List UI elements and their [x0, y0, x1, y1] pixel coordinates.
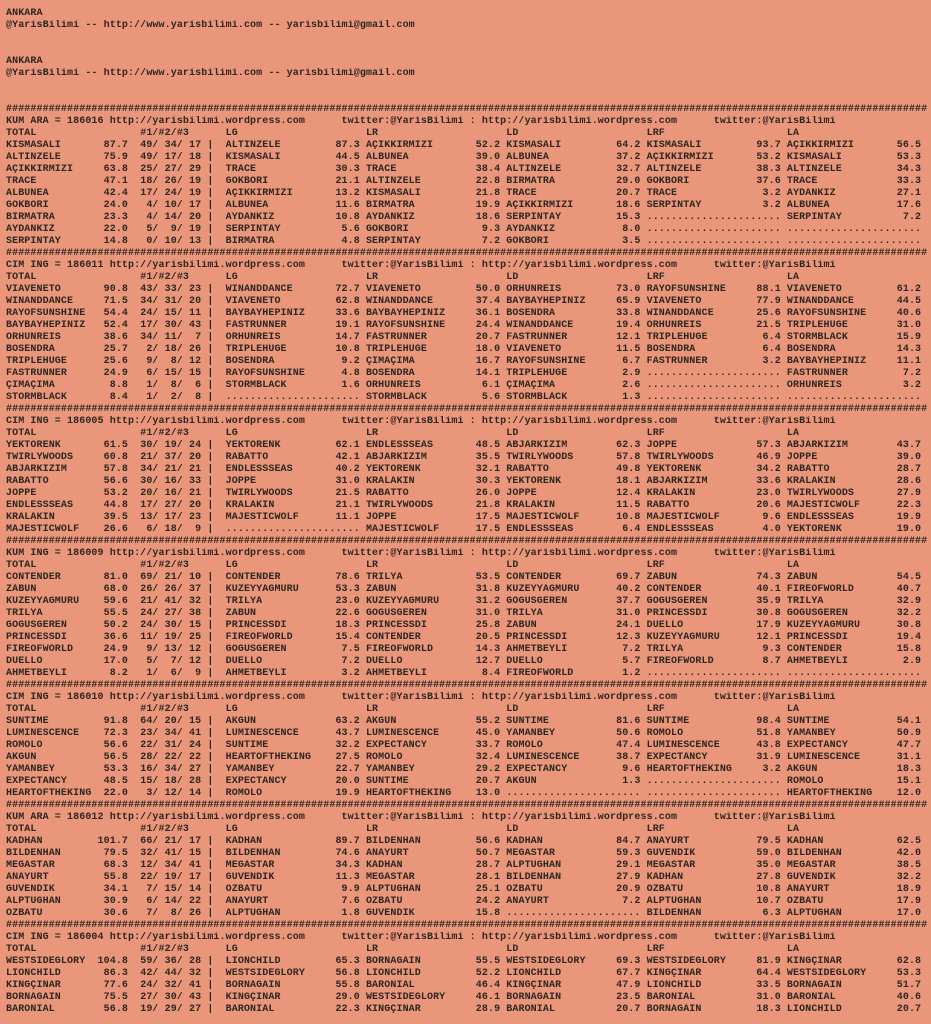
- column-header-row: TOTAL #1/#2/#3 LG LR LD LRF LA: [6, 272, 800, 283]
- venue-line: ANKARA: [6, 56, 43, 67]
- column-header-row: TOTAL #1/#2/#3 LG LR LD LRF LA: [6, 944, 800, 955]
- table-row: TRIPLEHUGE 25.6 9/ 8/ 12 | BOSENDRA 9.2 ÇIMAÇIMA 16.7 RAYOFSUNSHINE 6.7 FASTRUNNER 3.2 BAYBAYHEPINIZ 11.1: [6, 356, 922, 367]
- race-section: [6, 104, 931, 248]
- race-section: [6, 920, 931, 1016]
- table-row: KISMASALI 87.7 49/ 34/ 17 | ALTINZELE 87.3 AÇIKKIRMIZI 52.2 KISMASALI 64.2 KISMASALI 93.7 AÇIKKIRMIZI 56.5: [6, 140, 922, 151]
- blank-line: [6, 92, 931, 104]
- table-row: ANAYURT 55.8 22/ 19/ 17 | GÜVENDIK 11.3 MEGASTAR 28.1 BILDENHAN 27.9 KADHAN 27.8 GÜVENDIK 32.2: [6, 872, 922, 883]
- hash-divider: #######################################################################################################################################################: [6, 104, 928, 115]
- table-row: FASTRUNNER 24.9 6/ 15/ 15 | RAYOFSUNSHINE 4.8 BOSENDRA 14.1 TRIPLEHUGE 2.9 ...................... FASTRUNNER 7.2: [6, 368, 922, 379]
- table-row: BARONIAL 56.8 19/ 29/ 27 | BARONIAL 22.3 KINGÇINAR 28.9 BARONIAL 20.7 BORNAGAIN 18.3 LIONCHILD 20.7: [6, 1004, 922, 1015]
- byline: @YarisBilimi -- http://www.yarisbilimi.com -- yarisbilimi@gmail.com: [6, 68, 415, 79]
- table-row: FIREOFWORLD 24.9 9/ 13/ 12 | GÖGÜSGEREN 7.5 FIREOFWORLD 14.3 AHMETBEYLI 7.2 TRILYA 9.3 CONTENDER 15.8: [6, 644, 922, 655]
- race-sections: [6, 104, 931, 1016]
- race-section: [6, 248, 931, 404]
- column-header-row: TOTAL #1/#2/#3 LG LR LD LRF LA: [6, 704, 800, 715]
- table-row: ALPTUGHAN 30.9 6/ 14/ 22 | ANAYURT 7.6 ÖZBATU 24.2 ANAYURT 7.2 ALPTUGHAN 10.7 ÖZBATU 17.9: [6, 896, 922, 907]
- table-row: YAMANBEY 53.3 16/ 34/ 27 | YAMANBEY 22.7 YAMANBEY 29.2 EXPECTANCY 9.6 HEARTOFTHEKING 3.2 AKGÜN 18.3: [6, 764, 922, 775]
- table-row: SUNTIME 91.8 64/ 20/ 15 | AKGÜN 63.2 AKGÜN 55.2 SUNTIME 81.6 SUNTIME 98.4 SUNTIME 54.1: [6, 716, 922, 727]
- table-row: BILDENHAN 79.5 32/ 41/ 15 | BILDENHAN 74.6 ANAYURT 50.7 MEGASTAR 59.3 GÜVENDIK 59.0 BILDENHAN 42.0: [6, 848, 922, 859]
- section-title: CIM ING = 186011 http://yarisbilimi.wordpress.com twitter:@YarisBilimi : http://yarisbilimi.wordpress.com twitter:@YarisBilimi: [6, 260, 836, 271]
- table-row: GÖKBÖRI 24.0 4/ 10/ 17 | ALBUNEA 11.6 BIRMATRA 19.9 AÇIKKIRMIZI 18.6 SERPINTAY 3.2 ALBUNEA 17.6: [6, 200, 922, 211]
- table-row: TRACE 47.1 18/ 26/ 19 | GÖKBÖRI 21.1 ALTINZELE 22.8 BIRMATRA 29.0 GÖKBÖRI 37.6 TRACE 33.3: [6, 176, 922, 187]
- table-row: RABATTO 56.6 30/ 16/ 33 | JOPPE 31.0 KRALAKIN 30.3 YEKTORENK 18.1 ABJARKIZIM 33.6 KRALAKIN 28.6: [6, 476, 922, 487]
- table-row: RAYOFSUNSHINE 54.4 24/ 15/ 11 | BAYBAYHEPINIZ 33.6 BAYBAYHEPINIZ 36.1 BOSENDRA 33.8 WINANDDANCE 25.6 RAYOFSUNSHINE 40.6: [6, 308, 922, 319]
- blank-line: [6, 32, 931, 44]
- table-row: AÇIKKIRMIZI 63.8 25/ 27/ 29 | TRACE 30.3 TRACE 38.4 ALTINZELE 32.7 ALTINZELE 38.3 ALTINZELE 34.3: [6, 164, 922, 175]
- table-row: PRINCESSDI 36.6 11/ 19/ 25 | FIREOFWORLD 15.4 CONTENDER 20.5 PRINCESSDI 12.3 KUZEYYAGMURU 12.1 PRINCESSDI 19.4: [6, 632, 922, 643]
- table-row: LIONCHILD 86.3 42/ 44/ 32 | WESTSIDEGLORY 56.8 LIONCHILD 52.2 LIONCHILD 67.7 KINGÇINAR 64.4 WESTSIDEGLORY 53.3: [6, 968, 922, 979]
- terminal-output: [6, 8, 931, 1016]
- table-row: ALTINZELE 75.9 49/ 17/ 18 | KISMASALI 44.5 ALBUNEA 39.0 ALBUNEA 37.2 AÇIKKIRMIZI 53.2 KISMASALI 53.3: [6, 152, 922, 163]
- table-row: ZABUN 68.0 26/ 26/ 37 | KUZEYYAGMURU 53.3 ZABUN 31.8 KUZEYYAGMURU 40.2 CONTENDER 40.1 FIREOFWORLD 40.7: [6, 584, 922, 595]
- table-row: WESTSIDEGLORY 104.8 59/ 36/ 28 | LIONCHILD 65.3 BORNAGAIN 55.5 WESTSIDEGLORY 69.3 WESTSIDEGLORY 81.9 KINGÇINAR 62.8: [6, 956, 922, 967]
- table-row: ÇIMAÇIMA 8.8 1/ 8/ 6 | STORMBLACK 1.6 ORHUNREIS 6.1 ÇIMAÇIMA 2.6 ...................... ORHUNREIS 3.2: [6, 380, 922, 391]
- table-row: ROMOLO 56.6 22/ 31/ 24 | SUNTIME 32.2 EXPECTANCY 33.7 ROMOLO 47.4 LUMINESCENCE 43.8 EXPECTANCY 47.7: [6, 740, 922, 751]
- hash-divider: #######################################################################################################################################################: [6, 680, 928, 691]
- table-row: BAYBAYHEPINIZ 52.4 17/ 30/ 43 | FASTRUNNER 19.1 RAYOFSUNSHINE 24.4 WINANDDANCE 19.4 ORHUNREIS 21.5 TRIPLEHUGE 31.0: [6, 320, 922, 331]
- table-row: KRALAKIN 39.5 13/ 17/ 23 | MAJESTICWOLF 11.1 JOPPE 17.5 MAJESTICWOLF 10.8 MAJESTICWOLF 9.6 ENDLESSSEAS 19.9: [6, 512, 922, 523]
- race-section: [6, 680, 931, 800]
- column-header-row: TOTAL #1/#2/#3 LG LR LD LRF LA: [6, 560, 800, 571]
- section-title: CIM ING = 186010 http://yarisbilimi.wordpress.com twitter:@YarisBilimi : http://yarisbilimi.wordpress.com twitter:@YarisBilimi: [6, 692, 836, 703]
- table-row: ALBUNEA 42.4 17/ 24/ 19 | AÇIKKIRMIZI 13.2 KISMASALI 21.8 TRACE 20.7 TRACE 3.2 AYDANKIZ 27.1: [6, 188, 922, 199]
- race-section: [6, 536, 931, 680]
- blank-line: [6, 44, 931, 56]
- column-header-row: TOTAL #1/#2/#3 LG LR LD LRF LA: [6, 824, 800, 835]
- table-row: GÖGÜSGEREN 50.2 24/ 30/ 15 | PRINCESSDI 18.3 PRINCESSDI 25.8 ZABUN 24.1 DUELLO 17.9 KUZEYYAGMURU 30.8: [6, 620, 922, 631]
- hash-divider: #######################################################################################################################################################: [6, 536, 928, 547]
- byline: @YarisBilimi -- http://www.yarisbilimi.com -- yarisbilimi@gmail.com: [6, 20, 415, 31]
- table-row: MAJESTICWOLF 26.6 6/ 18/ 9 | ...................... MAJESTICWOLF 17.5 ENDLESSSEAS 6.4 ENDLESSSEAS 4.0 YEKTORENK 19.0: [6, 524, 922, 535]
- table-row: MEGASTAR 68.3 12/ 34/ 41 | MEGASTAR 34.3 KADHAN 28.7 ALPTUGHAN 29.1 MEGASTAR 35.0 MEGASTAR 38.5: [6, 860, 922, 871]
- table-row: ENDLESSSEAS 44.8 17/ 27/ 20 | KRALAKIN 21.1 TWIRLYWOODS 21.8 KRALAKIN 11.5 RABATTO 20.6 MAJESTICWOLF 22.3: [6, 500, 922, 511]
- table-row: AYDANKIZ 22.0 5/ 9/ 19 | SERPINTAY 5.6 GÖKBÖRI 9.3 AYDANKIZ 8.0 ...................... ......................: [6, 224, 922, 235]
- section-title: KUM ARA = 186012 http://yarisbilimi.wordpress.com twitter:@YarisBilimi : http://yarisbilimi.wordpress.com twitter:@YarisBilimi: [6, 812, 836, 823]
- table-row: ABJARKIZIM 57.8 34/ 21/ 21 | ENDLESSSEAS 40.2 YEKTORENK 32.1 RABATTO 49.8 YEKTORENK 34.2 RABATTO 28.7: [6, 464, 922, 475]
- table-row: BIRMATRA 23.3 4/ 14/ 20 | AYDANKIZ 10.8 AYDANKIZ 18.6 SERPINTAY 15.3 ...................... SERPINTAY 7.2: [6, 212, 922, 223]
- column-header-row: TOTAL #1/#2/#3 LG LR LD LRF LA: [6, 128, 800, 139]
- table-row: LUMINESCENCE 72.3 23/ 34/ 41 | LUMINESCENCE 43.7 LUMINESCENCE 45.0 YAMANBEY 50.6 ROMOLO 51.8 YAMANBEY 50.9: [6, 728, 922, 739]
- page-header: [6, 8, 931, 104]
- table-row: AKGÜN 56.5 28/ 22/ 22 | HEARTOFTHEKING 27.5 ROMOLO 32.4 LUMINESCENCE 38.7 EXPECTANCY 31.9 LUMINESCENCE 31.1: [6, 752, 922, 763]
- table-row: WINANDDANCE 71.5 34/ 31/ 20 | VIAVENETO 62.8 WINANDDANCE 37.4 BAYBAYHEPINIZ 65.9 VIAVENETO 77.9 WINANDDANCE 44.5: [6, 296, 922, 307]
- hash-divider: #######################################################################################################################################################: [6, 920, 928, 931]
- table-row: CONTENDER 81.0 69/ 21/ 10 | CONTENDER 78.6 TRILYA 53.5 CONTENDER 69.7 ZABUN 74.3 ZABUN 54.5: [6, 572, 922, 583]
- table-row: ORHUNREIS 38.6 34/ 11/ 7 | ORHUNREIS 14.7 FASTRUNNER 20.7 FASTRUNNER 12.1 TRIPLEHUGE 6.4 STORMBLACK 15.9: [6, 332, 922, 343]
- hash-divider: #######################################################################################################################################################: [6, 404, 928, 415]
- section-title: CIM ING = 186004 http://yarisbilimi.wordpress.com twitter:@YarisBilimi : http://yarisbilimi.wordpress.com twitter:@YarisBilimi: [6, 932, 836, 943]
- table-row: TRILYA 55.5 24/ 27/ 38 | ZABUN 22.6 GÖGÜSGEREN 31.0 TRILYA 31.0 PRINCESSDI 30.8 GÖGÜSGEREN 32.2: [6, 608, 922, 619]
- table-row: KUZEYYAGMURU 59.6 21/ 41/ 32 | TRILYA 23.0 KUZEYYAGMURU 31.2 GÖGÜSGEREN 37.7 GÖGÜSGEREN 35.9 TRILYA 32.9: [6, 596, 922, 607]
- section-title: CIM ING = 186005 http://yarisbilimi.wordpress.com twitter:@YarisBilimi : http://yarisbilimi.wordpress.com twitter:@YarisBilimi: [6, 416, 836, 427]
- table-row: HEARTOFTHEKING 22.0 3/ 12/ 14 | ROMOLO 19.9 HEARTOFTHEKING 13.0 ...................... ...................... HEARTOFTHEKING 12.0: [6, 788, 922, 799]
- table-row: KADHAN 101.7 66/ 21/ 17 | KADHAN 89.7 BILDENHAN 56.6 KADHAN 84.7 ANAYURT 79.5 KADHAN 62.5: [6, 836, 922, 847]
- section-title: KUM ARA = 186016 http://yarisbilimi.wordpress.com twitter:@YarisBilimi : http://yarisbilimi.wordpress.com twitter:@YarisBilimi: [6, 116, 836, 127]
- table-row: BOSENDRA 25.7 2/ 18/ 26 | TRIPLEHUGE 10.8 TRIPLEHUGE 18.0 VIAVENETO 11.5 BOSENDRA 6.4 BOSENDRA 14.3: [6, 344, 922, 355]
- table-row: GÜVENDIK 34.1 7/ 15/ 14 | ÖZBATU 9.9 ALPTUGHAN 25.1 ÖZBATU 20.9 ÖZBATU 10.8 ANAYURT 18.9: [6, 884, 922, 895]
- race-section: [6, 404, 931, 536]
- race-section: [6, 800, 931, 920]
- table-row: TWIRLYWOODS 60.8 21/ 37/ 20 | RABATTO 42.1 ABJARKIZIM 35.5 TWIRLYWOODS 57.8 TWIRLYWOODS 46.9 JOPPE 39.0: [6, 452, 922, 463]
- table-row: AHMETBEYLI 8.2 1/ 6/ 9 | AHMETBEYLI 3.2 AHMETBEYLI 8.4 FIREOFWORLD 1.2 ...................... ......................: [6, 668, 922, 679]
- table-row: KINGÇINAR 77.6 24/ 32/ 41 | BORNAGAIN 55.8 BARONIAL 46.4 KINGÇINAR 47.9 LIONCHILD 33.5 BORNAGAIN 51.7: [6, 980, 922, 991]
- table-row: EXPECTANCY 48.5 15/ 18/ 28 | EXPECTANCY 20.0 SUNTIME 20.7 AKGÜN 1.3 ...................... ROMOLO 15.1: [6, 776, 922, 787]
- hash-divider: #######################################################################################################################################################: [6, 248, 928, 259]
- table-row: ÖZBATU 30.6 7/ 8/ 26 | ALPTUGHAN 1.8 GÜVENDIK 15.8 ...................... BILDENHAN 6.3 ALPTUGHAN 17.0: [6, 908, 922, 919]
- table-row: JOPPE 53.2 20/ 16/ 21 | TWIRLYWOODS 21.5 RABATTO 26.0 JOPPE 12.4 KRALAKIN 23.0 TWIRLYWOODS 27.9: [6, 488, 922, 499]
- blank-line: [6, 80, 931, 92]
- table-row: SERPINTAY 14.8 0/ 10/ 13 | BIRMATRA 4.8 SERPINTAY 7.2 GÖKBÖRI 3.5 ...................... ......................: [6, 236, 922, 247]
- table-row: DUELLO 17.0 5/ 7/ 12 | DUELLO 7.2 DUELLO 12.7 DUELLO 5.7 FIREOFWORLD 8.7 AHMETBEYLI 2.9: [6, 656, 922, 667]
- table-row: VIAVENETO 90.8 43/ 33/ 23 | WINANDDANCE 72.7 VIAVENETO 50.0 ORHUNREIS 73.0 RAYOFSUNSHINE 88.1 VIAVENETO 61.2: [6, 284, 922, 295]
- table-row: BORNAGAIN 75.5 27/ 30/ 43 | KINGÇINAR 29.0 WESTSIDEGLORY 46.1 BORNAGAIN 23.5 BARONIAL 31.0 BARONIAL 40.6: [6, 992, 922, 1003]
- venue-line: ANKARA: [6, 8, 43, 19]
- hash-divider: #######################################################################################################################################################: [6, 800, 928, 811]
- table-row: STORMBLACK 8.4 1/ 2/ 8 | ...................... STORMBLACK 5.6 STORMBLACK 1.3 ...................... ......................: [6, 392, 922, 403]
- section-title: KUM ING = 186009 http://yarisbilimi.wordpress.com twitter:@YarisBilimi : http://yarisbilimi.wordpress.com twitter:@YarisBilimi: [6, 548, 836, 559]
- column-header-row: TOTAL #1/#2/#3 LG LR LD LRF LA: [6, 428, 800, 439]
- table-row: YEKTORENK 61.5 30/ 19/ 24 | YEKTORENK 62.1 ENDLESSSEAS 48.5 ABJARKIZIM 62.3 JOPPE 57.3 ABJARKIZIM 43.7: [6, 440, 922, 451]
